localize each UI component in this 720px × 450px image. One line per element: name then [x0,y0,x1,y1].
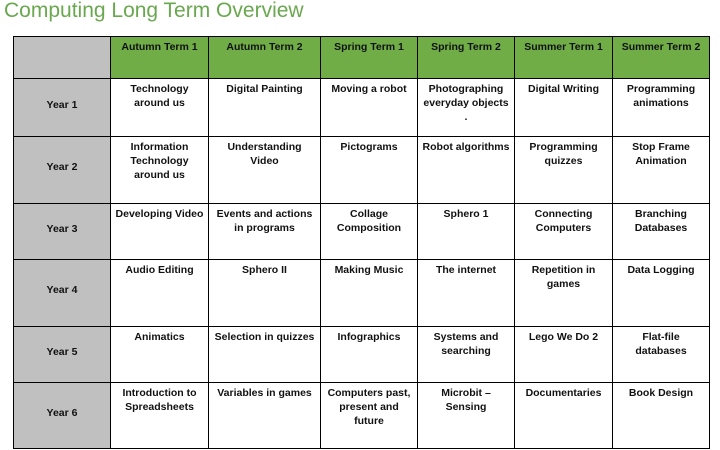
year-label [14,204,111,260]
unit-cell: Making Music [321,260,418,327]
term-header: Summer Term 1 [515,37,613,79]
corner-cell [14,37,111,79]
term-header: Autumn Term 2 [209,37,321,79]
unit-cell: Book Design [613,383,710,449]
unit-cell: Flat-file databases [613,327,710,383]
unit-cell: Collage Composition [321,204,418,260]
unit-cell: Stop Frame Animation [613,137,710,204]
unit-cell: Sphero 1 [418,204,515,260]
unit-cell: Technology around us [111,79,209,137]
term-header: Spring Term 2 [418,37,515,79]
year-label-text: Year 5 [46,345,78,358]
year-label-text: Year 4 [46,284,78,296]
year-label-text: Year 2 [46,161,78,173]
table-row [14,327,710,383]
unit-cell: Infographics [321,327,418,383]
unit-cell: The internet [418,260,515,327]
year-label-text: Year 1 [46,98,78,111]
year-label [14,79,111,137]
term-header: Spring Term 1 [321,37,418,79]
unit-cell: Variables in games [209,383,321,449]
table-row [14,204,710,260]
unit-cell: Pictograms [321,137,418,204]
unit-cell: Digital Writing [515,79,613,137]
unit-cell: Repetition in games [515,260,613,327]
unit-cell: Events and actions in programs [209,204,321,260]
year-label [14,383,111,449]
unit-cell: Documentaries [515,383,613,449]
year-label [14,327,111,383]
unit-cell: Systems and searching [418,327,515,383]
unit-cell: Robot algorithms [418,137,515,204]
unit-cell: Programming animations [613,79,710,137]
unit-cell: Microbit – Sensing [418,383,515,449]
unit-cell: Moving a robot [321,79,418,137]
overview-table [13,36,710,449]
unit-cell: Photographing everyday objects . [418,79,515,137]
unit-cell: Introduction to Spreadsheets [111,383,209,449]
unit-cell: Connecting Computers [515,204,613,260]
unit-cell: Information Technology around us [111,137,209,204]
unit-cell: Digital Painting [209,79,321,137]
page-title: Computing Long Term Overview [4,0,304,22]
unit-cell: Selection in quizzes [209,327,321,383]
unit-cell: Lego We Do 2 [515,327,613,383]
year-label [14,137,111,204]
table-row [14,79,710,137]
term-header: Summer Term 2 [613,37,710,79]
unit-cell: Understanding Video [209,137,321,204]
term-header: Autumn Term 1 [111,37,209,79]
table-row [14,383,710,449]
year-label [14,260,111,327]
unit-cell: Animatics [111,327,209,383]
unit-cell: Programming quizzes [515,137,613,204]
table-row [14,137,710,204]
unit-cell: Audio Editing [111,260,209,327]
year-label-text: Year 3 [46,222,78,235]
header-row [14,37,710,79]
unit-cell: Data Logging [613,260,710,327]
year-label-text: Year 6 [46,406,78,419]
unit-cell: Computers past, present and future [321,383,418,449]
unit-cell: Developing Video [111,204,209,260]
unit-cell: Branching Databases [613,204,710,260]
table-row [14,260,710,327]
unit-cell: Sphero II [209,260,321,327]
